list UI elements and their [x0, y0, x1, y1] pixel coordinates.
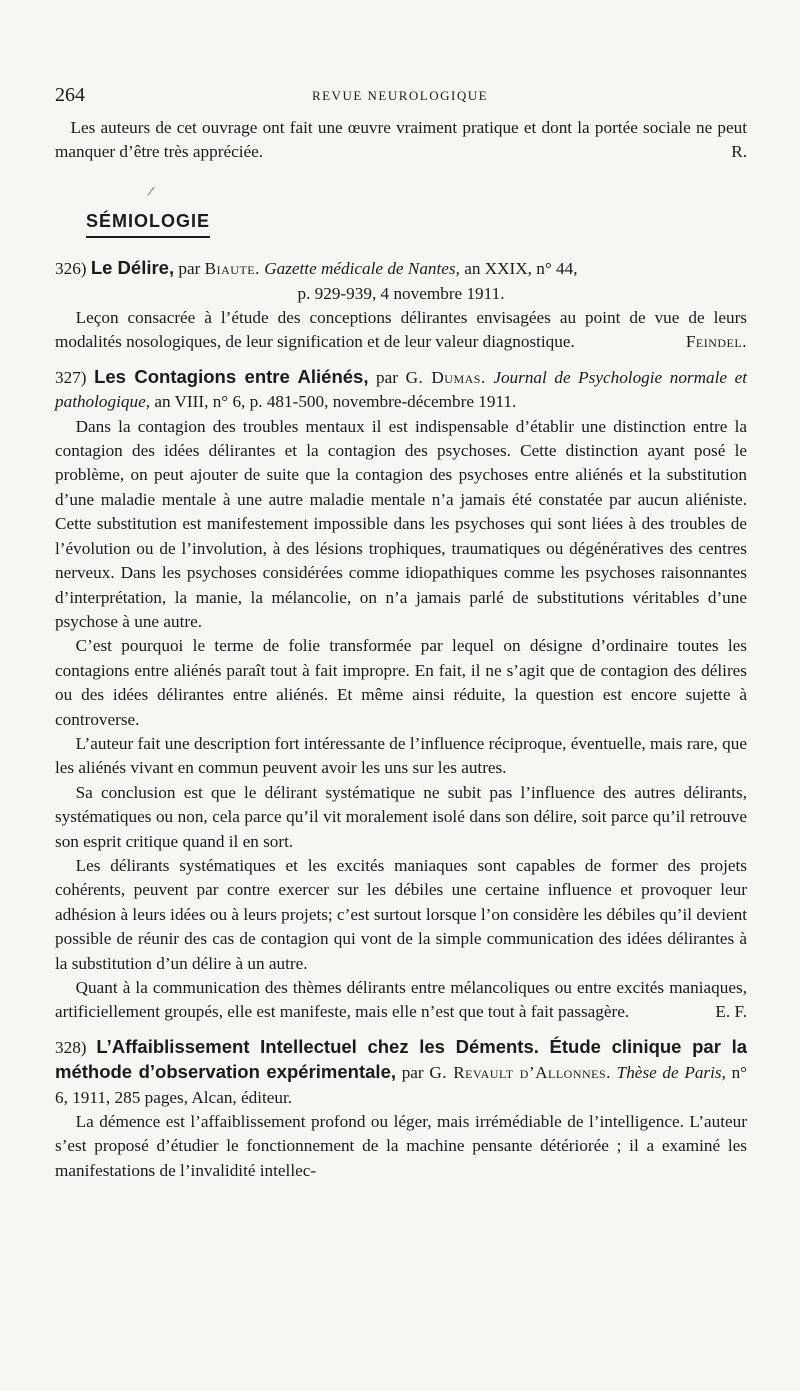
- entry-328-ref: n° 6, 1911, 285 pages, Alcan, éditeur.: [55, 1063, 748, 1107]
- entry-328-author: G. Revault d’Allonnes.: [429, 1063, 611, 1083]
- entry-326-heading: [55, 256, 747, 281]
- entry-326-ref2: p. 929-939, 4 novembre 1911.: [297, 283, 505, 303]
- entry-327-paragraph-3: L’auteur fait une description fort intéressante de l’influence réciproque, éventuelle, mais rare, que les aliénés vivant en commun peuvent avoir les uns sur les autres.: [55, 733, 747, 778]
- entry-326-summary-text: Leçon consacrée à l’étude des conceptions délirantes envisagées au point de vue de leurs modalités nosologiques, de leur signification et de leur valeur diagnostique.: [55, 308, 747, 352]
- entry-326-summary: [55, 306, 747, 355]
- entry-328-journal: Thèse de Paris,: [616, 1063, 726, 1083]
- section-title: SÉMIOLOGIE: [86, 209, 210, 238]
- entry-326-number: 326): [55, 259, 87, 279]
- entry-327-paragraph-1: Dans la contagion des troubles mentaux il est indispensable d’établir une distinction entre la contagion des idées délirantes et la contagion des psychoses. Cette distinction ayant posé le problème, on peut ajouter de suite que la contagion des psychoses entre aliénés et la substitution d’une maladie mentale à une autre maladie mentale n’a jamais été constatée par aucun aliéniste. Cette substitution est manifestement impossible dans les psychoses qui sont liées à des troubles de l’évolution ou de l’involution, à des lésions trophiques, traumatiques ou dégénératives des centres nerveux. Dans les psychoses considérées comme idiopathiques comme les psychoses raisonnantes d’interprétation, la manie, la mélancolie, on n’a jamais parlé de substitutions véritables d’une psychose à une autre.: [55, 416, 747, 631]
- entry-327-title: Les Contagions entre Aliénés,: [94, 365, 369, 387]
- entry-327-paragraph-6-text: Quant à la communication des thèmes délirants entre mélancoliques ou entre excités maniaques, artificiellement groupés, elle est manifeste, mais elle n’est que tout à fait passagère.: [55, 978, 747, 1022]
- page-content: [55, 116, 747, 1183]
- intro-signature: R.: [731, 142, 747, 162]
- entry-328-heading: [55, 1035, 747, 1110]
- stray-mark: /: [146, 183, 156, 199]
- entry-327-paragraph-6: [55, 976, 747, 1025]
- entry-327-heading: [55, 365, 747, 415]
- entry-328-number: 328): [55, 1037, 87, 1057]
- entry-328-title: L’Affaiblissement Intellectuel chez les Déments. Étude clinique par la méthode d’observation expérimentale,: [55, 1035, 748, 1083]
- entry-327-author: G. Dumas.: [405, 367, 486, 387]
- entry-326-ref1: an XXIX, n° 44,: [464, 259, 578, 279]
- entry-327-paragraph-4: Sa conclusion est que le délirant systématique ne subit pas l’influence des autres délirants, systématiques ou non, cela parce qu’il vit moralement isolé dans son délire, soit parce qu’il retrouve son esprit critique quand il en sort.: [55, 782, 747, 851]
- running-title: REVUE NEUROLOGIQUE: [311, 88, 489, 103]
- entry-326-by: par: [178, 259, 201, 279]
- entry-328-paragraph-1: La démence est l’affaiblissement profond ou léger, mais irrémédiable de l’intelligence. L’auteur s’est proposé d’étudier le fonctionnement de la machine pensante détériorée ; il a examiné les manifestations de l’invalidité intellec-: [55, 1112, 747, 1180]
- page-number: 264: [55, 84, 85, 106]
- entry-326: [55, 256, 747, 355]
- entry-326-author: Biaute.: [204, 259, 260, 279]
- entry-326-journal: Gazette médicale de Nantes,: [264, 259, 460, 279]
- entry-328: [55, 1035, 747, 1183]
- entry-327-number: 327): [55, 367, 87, 387]
- intro-paragraph: [55, 116, 747, 165]
- entry-327-journal: Journal de Psychologie normale et pathologique,: [55, 367, 747, 412]
- entry-327: [55, 365, 747, 1025]
- entry-328-by: par: [401, 1063, 424, 1083]
- entry-326-signature: Feindel.: [685, 332, 747, 352]
- entry-327-signature: E. F.: [715, 1002, 747, 1022]
- intro-text: Les auteurs de cet ouvrage ont fait une œuvre vraiment pratique et dont la portée sociale ne peut manquer d’être très appréciée.: [55, 118, 747, 162]
- entry-326-title: Le Délire,: [90, 257, 175, 279]
- entry-327-ref: an VIII, n° 6, p. 481-500, novembre-décembre 1911.: [154, 392, 517, 412]
- entry-327-paragraph-5: Les délirants systématiques et les excités maniaques sont capables de former des projets cohérents, peuvent par contre exercer sur les débiles une certaine influence et provoquer leur adhésion à leurs idées ou à leurs projets; c’est surtout lorsque l’on considère les débiles qu’il devient possible de réunir des cas de contagion qui vont de la simple communication des idées délirantes à la substitution d’un délire à un autre.: [55, 855, 747, 973]
- entry-327-by: par: [376, 367, 398, 387]
- entry-327-paragraph-2: C’est pourquoi le terme de folie transformée par lequel on désigne d’ordinaire toutes les contagions entre aliénés paraît tout à fait impropre. En fait, il ne s’agit que de contagion des délires ou des idées délirantes entre aliénés. Et même ainsi réduite, la question est encore sujette à controverse.: [55, 636, 747, 729]
